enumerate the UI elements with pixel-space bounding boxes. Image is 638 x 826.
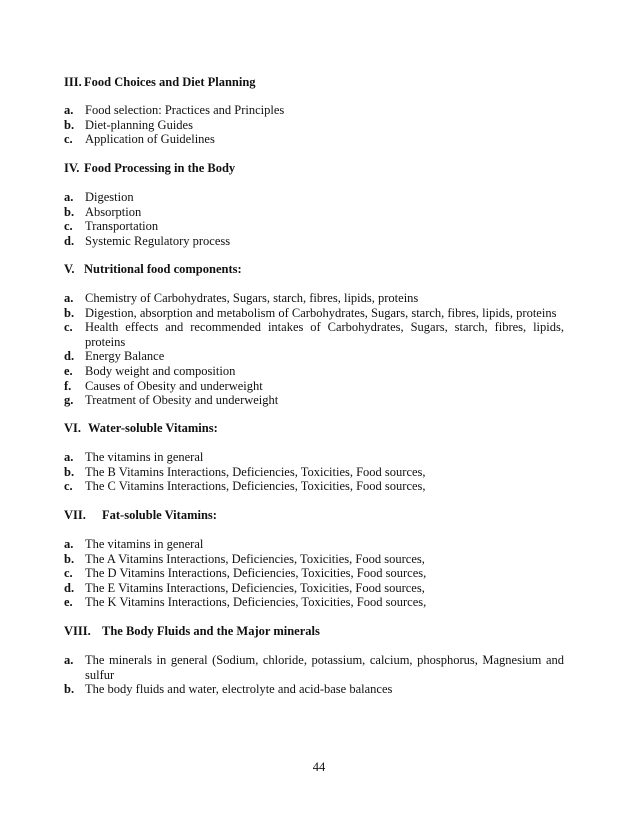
- item-letter: a.: [64, 190, 74, 204]
- item-text: Digestion: [85, 190, 134, 204]
- item-letter: b.: [64, 551, 75, 566]
- section-title: Food Processing in the Body: [84, 161, 236, 175]
- item-letter: d.: [64, 580, 75, 595]
- section-number: VIII.: [64, 624, 91, 638]
- item-letter: e.: [64, 363, 73, 378]
- list-item: [64, 103, 564, 118]
- item-text: The K Vitamins Interactions, Deficiencies, Toxicities, Food sources,: [85, 595, 427, 610]
- item-letter: c.: [64, 320, 73, 335]
- item-text: The minerals in general (Sodium, chloride, potassium, calcium, phosphorus, Magnesium and sulfur: [85, 653, 564, 682]
- section-title: The Body Fluids and the Major minerals: [102, 624, 320, 638]
- section-heading: [64, 507, 564, 523]
- list-item: [64, 393, 564, 408]
- list-item: [64, 465, 564, 480]
- section-v: [64, 261, 564, 408]
- item-text: Food selection: Practices and Principles: [85, 103, 285, 117]
- item-text: Body weight and composition: [85, 363, 236, 378]
- item-text: Systemic Regulatory process: [85, 233, 231, 248]
- section-heading: [64, 261, 564, 277]
- item-letter: a.: [64, 653, 74, 667]
- item-text: The vitamins in general: [85, 537, 204, 551]
- item-letter: a.: [64, 450, 74, 464]
- item-text: Absorption: [85, 204, 142, 219]
- list-item: [64, 552, 564, 567]
- section-item-list: [64, 450, 564, 494]
- item-letter: b.: [64, 117, 75, 132]
- section-item-list: [64, 653, 564, 697]
- item-letter: c.: [64, 132, 73, 147]
- item-text: The D Vitamins Interactions, Deficiencies, Toxicities, Food sources,: [85, 566, 427, 581]
- item-text: The body fluids and water, electrolyte and acid-base balances: [85, 682, 393, 697]
- item-text: Causes of Obesity and underweight: [85, 378, 263, 393]
- item-letter: f.: [64, 378, 72, 393]
- section-number: VI.: [64, 421, 82, 435]
- section-heading: [64, 160, 564, 176]
- list-item: [64, 364, 564, 379]
- item-letter: a.: [64, 537, 74, 551]
- section-item-list: [64, 103, 564, 147]
- item-letter: b.: [64, 682, 75, 697]
- list-item: [64, 450, 564, 465]
- section-title: Nutritional food components:: [84, 262, 242, 276]
- list-item: [64, 291, 564, 306]
- section-heading: [64, 623, 564, 639]
- section-iii: [64, 74, 564, 147]
- item-text: Digestion, absorption and metabolism of Carbohydrates, Sugars, starch, fibres, lipids, proteins: [85, 305, 557, 320]
- item-text: Health effects and recommended intakes of Carbohydrates, Sugars, starch, fibres, lipids, proteins: [85, 320, 564, 349]
- section-item-list: [64, 291, 564, 408]
- list-item: [64, 306, 564, 321]
- item-letter: c.: [64, 566, 73, 581]
- section-number: III.: [64, 75, 82, 89]
- section-number: VII.: [64, 508, 86, 522]
- section-item-list: [64, 190, 564, 248]
- item-text: The A Vitamins Interactions, Deficiencies, Toxicities, Food sources,: [85, 551, 425, 566]
- item-letter: d.: [64, 233, 75, 248]
- item-text: The C Vitamins Interactions, Deficiencies, Toxicities, Food sources,: [85, 479, 426, 494]
- section-heading: [64, 74, 564, 90]
- list-item: [64, 581, 564, 596]
- list-item: [64, 653, 564, 682]
- section-title: Water-soluble Vitamins:: [88, 421, 218, 435]
- item-text: Chemistry of Carbohydrates, Sugars, starch, fibres, lipids, proteins: [85, 291, 419, 305]
- item-text: Treatment of Obesity and underweight: [85, 393, 279, 408]
- list-item: [64, 234, 564, 249]
- list-item: [64, 190, 564, 205]
- item-text: Application of Guidelines: [85, 132, 215, 147]
- section-vi: [64, 420, 564, 494]
- list-item: [64, 132, 564, 147]
- item-letter: c.: [64, 479, 73, 494]
- list-item: [64, 205, 564, 220]
- item-text: Energy Balance: [85, 349, 165, 364]
- item-letter: e.: [64, 595, 73, 610]
- section-title: Fat-soluble Vitamins:: [102, 508, 217, 522]
- item-letter: b.: [64, 464, 75, 479]
- item-text: Diet-planning Guides: [85, 117, 193, 132]
- item-letter: d.: [64, 349, 75, 364]
- list-item: [64, 320, 564, 349]
- list-item: [64, 682, 564, 697]
- item-text: The B Vitamins Interactions, Deficiencies, Toxicities, Food sources,: [85, 464, 426, 479]
- page-number: 44: [312, 760, 326, 774]
- item-letter: g.: [64, 393, 74, 408]
- list-item: [64, 219, 564, 234]
- item-letter: b.: [64, 305, 75, 320]
- list-item: [64, 479, 564, 494]
- list-item: [64, 118, 564, 133]
- item-text: Transportation: [85, 219, 159, 234]
- section-vii: [64, 507, 564, 610]
- section-iv: [64, 160, 564, 248]
- item-text: The vitamins in general: [85, 450, 204, 464]
- list-item: [64, 349, 564, 364]
- list-item: [64, 537, 564, 552]
- list-item: [64, 566, 564, 581]
- item-letter: c.: [64, 219, 73, 234]
- list-item: [64, 379, 564, 394]
- section-heading: [64, 420, 564, 436]
- item-letter: b.: [64, 204, 75, 219]
- section-viii: [64, 623, 564, 697]
- list-item: [64, 595, 564, 610]
- section-number: IV.: [64, 161, 80, 175]
- section-item-list: [64, 537, 564, 610]
- section-title: Food Choices and Diet Planning: [84, 75, 256, 89]
- section-number: V.: [64, 262, 75, 276]
- item-text: The E Vitamins Interactions, Deficiencies, Toxicities, Food sources,: [85, 580, 425, 595]
- item-letter: a.: [64, 103, 74, 117]
- item-letter: a.: [64, 291, 74, 305]
